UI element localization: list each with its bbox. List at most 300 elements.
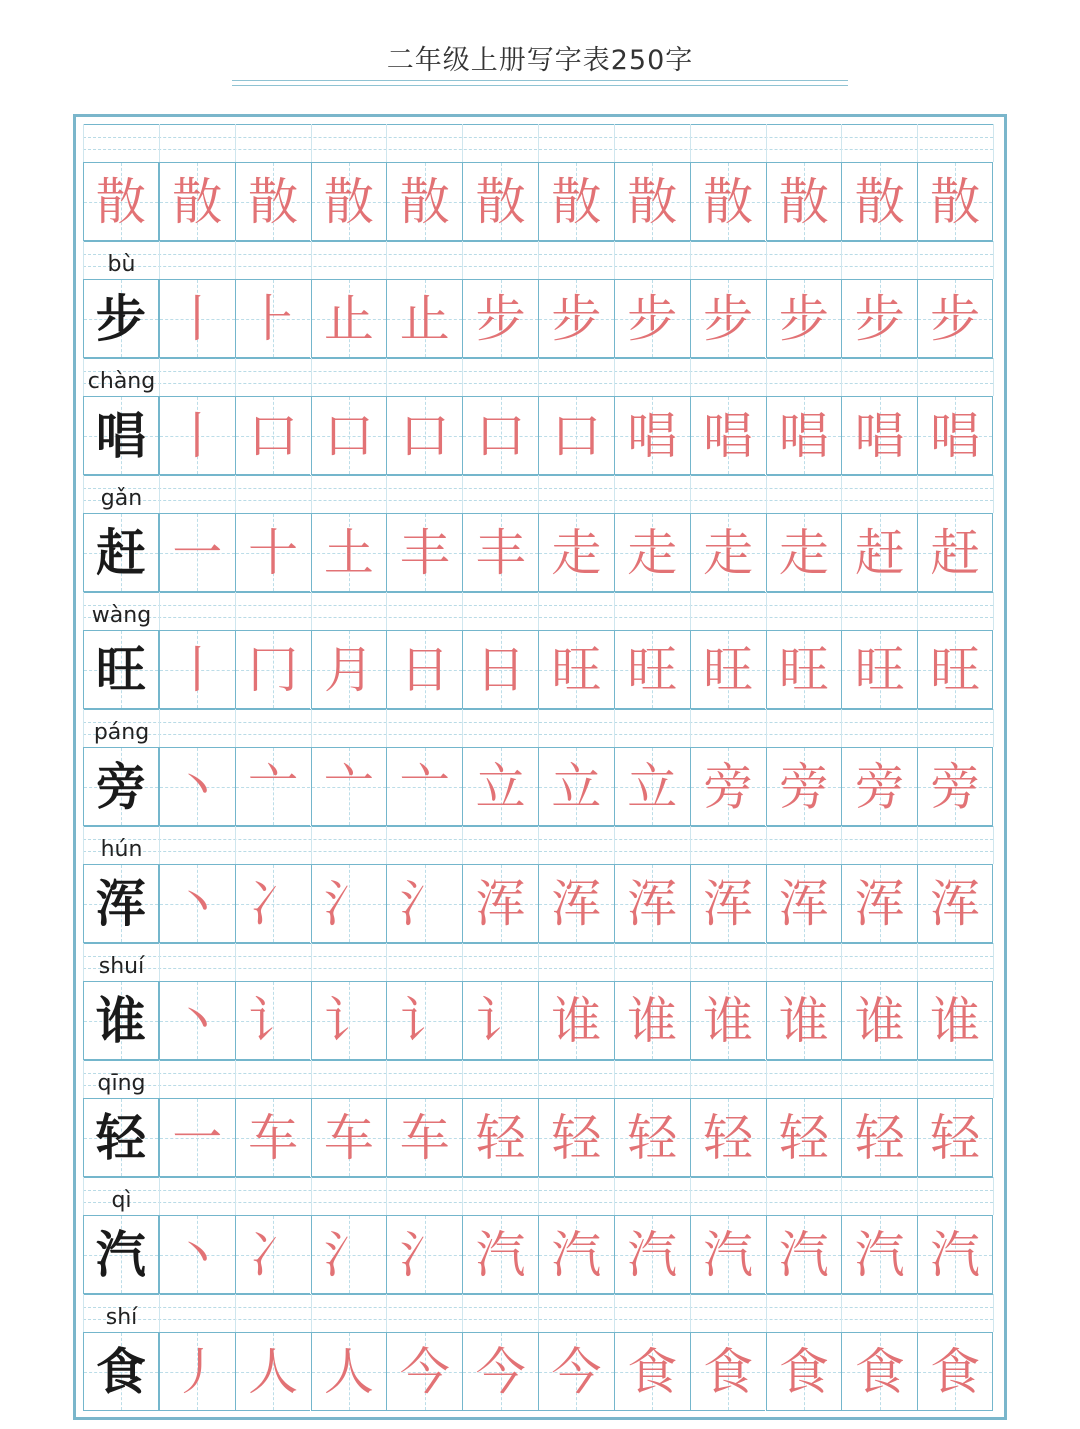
stroke-order-character: 月 [323, 640, 374, 699]
model-character-cell [83, 981, 159, 1060]
stroke-order-character: 旺 [930, 640, 981, 699]
pinyin-column-line [462, 826, 463, 864]
model-character-cell [83, 513, 159, 592]
stroke-order-character: 散 [627, 172, 678, 231]
pinyin-column-line [614, 592, 615, 630]
tracing-cell [614, 396, 690, 475]
pinyin-column-line [766, 124, 767, 162]
pinyin-column-line [538, 592, 539, 630]
tracing-cell [917, 1098, 993, 1177]
tracing-cell [538, 747, 614, 826]
pinyin-column-line [917, 1177, 918, 1215]
stroke-order-character: 浑 [627, 874, 678, 933]
stroke-order-character: 轻 [703, 1108, 754, 1167]
stroke-order-character: 旁 [930, 757, 981, 816]
tracing-cell [235, 1215, 311, 1294]
stroke-order-character: 口 [323, 406, 374, 465]
pinyin-column-line [462, 943, 463, 981]
tracing-cell [462, 1332, 538, 1411]
stroke-order-character: 赶 [854, 523, 905, 582]
stroke-order-character: 步 [778, 289, 829, 348]
stroke-order-character: 唱 [854, 406, 905, 465]
stroke-order-character: 步 [703, 289, 754, 348]
stroke-order-character: 旺 [551, 640, 602, 699]
tracing-cell [462, 864, 538, 943]
stroke-order-character: 丰 [399, 523, 450, 582]
tracing-cell [690, 864, 766, 943]
stroke-order-character: 食 [854, 1342, 905, 1401]
pinyin-column-line [993, 124, 994, 162]
stroke-order-character: 唱 [703, 406, 754, 465]
pinyin-column-line [235, 124, 236, 162]
stroke-order-character: 轻 [778, 1108, 829, 1167]
pinyin-column-line [538, 1177, 539, 1215]
pinyin-column-line [841, 475, 842, 513]
pinyin-column-line [917, 358, 918, 396]
stroke-order-character: 散 [323, 172, 374, 231]
tracing-cell [386, 1098, 462, 1177]
stroke-order-character: 丶 [172, 874, 223, 933]
stroke-order-character: 步 [475, 289, 526, 348]
pinyin-column-line [614, 943, 615, 981]
pinyin-column-line [690, 709, 691, 747]
tracing-cell [766, 396, 842, 475]
pinyin-column-line [462, 1177, 463, 1215]
pinyin-column-line [538, 475, 539, 513]
pinyin-column-line [841, 943, 842, 981]
model-character-cell [83, 747, 159, 826]
pinyin-column-line [841, 358, 842, 396]
tracing-cell [159, 1098, 235, 1177]
pinyin-column-line [386, 709, 387, 747]
stroke-order-character: 氵 [399, 874, 450, 933]
stroke-order-character: 食 [703, 1342, 754, 1401]
tracing-cell [690, 396, 766, 475]
stroke-order-character: 赶 [930, 523, 981, 582]
stroke-order-character: 汽 [854, 1225, 905, 1284]
tracing-cell [386, 162, 462, 241]
tracing-cell [690, 162, 766, 241]
pinyin-column-line [614, 358, 615, 396]
pinyin-column-line [538, 1294, 539, 1332]
pinyin-label: shí [105, 1305, 138, 1330]
tracing-cell [917, 396, 993, 475]
stroke-order-character: 旺 [778, 640, 829, 699]
tracing-cell [766, 279, 842, 358]
tracing-cell [538, 396, 614, 475]
stroke-order-character: 浑 [475, 874, 526, 933]
pinyin-column-line [993, 826, 994, 864]
model-character: 旁 [95, 756, 146, 816]
pinyin-column-line [386, 241, 387, 279]
pinyin-column-line [917, 826, 918, 864]
tracing-cell [159, 1332, 235, 1411]
tracing-cell [386, 396, 462, 475]
character-row [83, 1098, 993, 1177]
stroke-order-character: 旁 [703, 757, 754, 816]
stroke-order-character: 口 [248, 406, 299, 465]
tracing-cell [766, 162, 842, 241]
tracing-cell [462, 630, 538, 709]
tracing-cell [235, 396, 311, 475]
pinyin-column-line [841, 1060, 842, 1098]
tracing-cell [841, 396, 917, 475]
stroke-order-character: 轻 [475, 1108, 526, 1167]
tracing-cell [917, 747, 993, 826]
stroke-order-character: 丿 [172, 1342, 223, 1401]
stroke-order-character: 散 [475, 172, 526, 231]
pinyin-label: wàng [91, 603, 152, 628]
pinyin-column-line [235, 826, 236, 864]
pinyin-label: páng [93, 720, 150, 745]
pinyin-column-line [841, 241, 842, 279]
pinyin-column-line [538, 1060, 539, 1098]
pinyin-column-line [538, 709, 539, 747]
stroke-order-character: 旁 [854, 757, 905, 816]
stroke-order-character: 食 [930, 1342, 981, 1401]
tracing-cell [766, 1215, 842, 1294]
pinyin-column-line [766, 943, 767, 981]
tracing-cell [311, 1332, 387, 1411]
tracing-cell [917, 162, 993, 241]
stroke-order-character: 散 [172, 172, 223, 231]
tracing-cell [311, 864, 387, 943]
stroke-order-character: 丶 [172, 1225, 223, 1284]
tracing-cell [917, 864, 993, 943]
stroke-order-character: 散 [930, 172, 981, 231]
tracing-cell [690, 1215, 766, 1294]
pinyin-column-line [993, 475, 994, 513]
tracing-cell [917, 981, 993, 1060]
stroke-order-character: 走 [551, 523, 602, 582]
model-character: 轻 [95, 1107, 146, 1167]
tracing-cell [917, 513, 993, 592]
model-character-cell [83, 630, 159, 709]
tracing-cell [690, 279, 766, 358]
pinyin-column-line [235, 475, 236, 513]
pinyin-label: gǎn [100, 486, 143, 511]
tracing-cell [841, 1098, 917, 1177]
pinyin-column-line [386, 592, 387, 630]
pinyin-column-line [386, 124, 387, 162]
stroke-order-character: 丨 [172, 406, 223, 465]
model-character: 唱 [95, 405, 146, 465]
pinyin-column-line [235, 592, 236, 630]
tracing-cell [386, 747, 462, 826]
tracing-cell [841, 864, 917, 943]
stroke-order-character: 轻 [854, 1108, 905, 1167]
tracing-cell [462, 1098, 538, 1177]
tracing-cell [690, 513, 766, 592]
model-character-cell [83, 1215, 159, 1294]
stroke-order-character: 散 [854, 172, 905, 231]
stroke-order-character: 丶 [172, 757, 223, 816]
pinyin-column-line [614, 1177, 615, 1215]
tracing-cell [386, 279, 462, 358]
pinyin-column-line [311, 592, 312, 630]
pinyin-column-line [386, 358, 387, 396]
pinyin-column-line [917, 241, 918, 279]
stroke-order-character: 食 [778, 1342, 829, 1401]
tracing-cell [841, 981, 917, 1060]
pinyin-column-line [917, 1294, 918, 1332]
pinyin-column-line [993, 1177, 994, 1215]
tracing-cell [462, 747, 538, 826]
stroke-order-character: 氵 [323, 1225, 374, 1284]
stroke-order-character: 步 [627, 289, 678, 348]
stroke-order-character: 旺 [854, 640, 905, 699]
tracing-cell [462, 1215, 538, 1294]
pinyin-column-line [841, 709, 842, 747]
stroke-order-character: 走 [703, 523, 754, 582]
model-character: 赶 [95, 522, 146, 582]
tracing-cell [841, 279, 917, 358]
tracing-cell [841, 747, 917, 826]
model-character: 步 [95, 288, 146, 348]
tracing-cell [538, 1332, 614, 1411]
stroke-order-character: 车 [399, 1108, 450, 1167]
pinyin-column-line [766, 358, 767, 396]
tracing-cell [917, 279, 993, 358]
stroke-order-character: 立 [551, 757, 602, 816]
tracing-cell [841, 630, 917, 709]
pinyin-row [83, 1060, 993, 1098]
pinyin-column-line [235, 1060, 236, 1098]
stroke-order-character: 汽 [627, 1225, 678, 1284]
pinyin-column-line [993, 1294, 994, 1332]
tracing-cell [386, 981, 462, 1060]
title-underline-2 [232, 85, 848, 86]
stroke-order-character: 汽 [475, 1225, 526, 1284]
pinyin-row [83, 826, 993, 864]
stroke-order-character: 亠 [399, 757, 450, 816]
stroke-order-character: 一 [172, 1108, 223, 1167]
stroke-order-character: 唱 [778, 406, 829, 465]
pinyin-label: qì [111, 1188, 132, 1213]
pinyin-column-line [311, 241, 312, 279]
stroke-order-character: 散 [778, 172, 829, 231]
stroke-order-character: 今 [399, 1342, 450, 1401]
stroke-order-character: 旁 [778, 757, 829, 816]
model-character-cell [83, 162, 159, 241]
tracing-cell [614, 162, 690, 241]
pinyin-column-line [690, 358, 691, 396]
stroke-order-character: 车 [323, 1108, 374, 1167]
pinyin-column-line [311, 124, 312, 162]
tracing-cell [159, 747, 235, 826]
pinyin-column-line [993, 241, 994, 279]
tracing-cell [841, 513, 917, 592]
character-row [83, 747, 993, 826]
pinyin-column-line [917, 943, 918, 981]
pinyin-column-line [538, 124, 539, 162]
stroke-order-character: 谁 [930, 991, 981, 1050]
stroke-order-character: 步 [551, 289, 602, 348]
pinyin-label: qīng [97, 1071, 146, 1096]
stroke-order-character: 步 [854, 289, 905, 348]
stroke-order-character: 讠 [248, 991, 299, 1050]
pinyin-column-line [462, 709, 463, 747]
model-character-cell [83, 864, 159, 943]
pinyin-column-line [614, 124, 615, 162]
pinyin-column-line [766, 592, 767, 630]
tracing-cell [159, 981, 235, 1060]
pinyin-column-line [538, 943, 539, 981]
stroke-order-character: 走 [778, 523, 829, 582]
pinyin-column-line [690, 592, 691, 630]
pinyin-label: shuí [98, 954, 145, 979]
stroke-order-character: 轻 [930, 1108, 981, 1167]
pinyin-row [83, 943, 993, 981]
stroke-order-character: 轻 [627, 1108, 678, 1167]
pinyin-column-line [993, 709, 994, 747]
pinyin-column-line [235, 709, 236, 747]
tracing-cell [235, 1332, 311, 1411]
tracing-cell [841, 162, 917, 241]
tracing-cell [462, 513, 538, 592]
pinyin-column-line [614, 826, 615, 864]
pinyin-column-line [690, 1294, 691, 1332]
stroke-order-character: 亠 [248, 757, 299, 816]
tracing-cell [766, 1332, 842, 1411]
pinyin-column-line [766, 1294, 767, 1332]
pinyin-column-line [917, 592, 918, 630]
stroke-order-character: 走 [627, 523, 678, 582]
tracing-cell [614, 630, 690, 709]
tracing-cell [614, 981, 690, 1060]
character-row [83, 1332, 993, 1411]
stroke-order-character: 汽 [778, 1225, 829, 1284]
pinyin-column-line [235, 1177, 236, 1215]
tracing-cell [311, 981, 387, 1060]
tracing-cell [841, 1332, 917, 1411]
stroke-order-character: 散 [399, 172, 450, 231]
stroke-order-character: 汽 [551, 1225, 602, 1284]
pinyin-column-line [462, 358, 463, 396]
pinyin-label: bù [107, 252, 136, 277]
stroke-order-character: 浑 [854, 874, 905, 933]
stroke-order-character: 旺 [703, 640, 754, 699]
tracing-cell [159, 513, 235, 592]
stroke-order-character: 谁 [778, 991, 829, 1050]
tracing-cell [159, 1215, 235, 1294]
stroke-order-character: 土 [323, 523, 374, 582]
tracing-cell [311, 630, 387, 709]
pinyin-column-line [462, 1294, 463, 1332]
tracing-cell [235, 747, 311, 826]
pinyin-column-line [614, 241, 615, 279]
stroke-order-character: 食 [627, 1342, 678, 1401]
pinyin-column-line [766, 475, 767, 513]
tracing-cell [462, 396, 538, 475]
pinyin-column-line [841, 124, 842, 162]
pinyin-column-line [462, 124, 463, 162]
pinyin-column-line [538, 358, 539, 396]
model-character: 散 [95, 172, 146, 231]
model-character-cell [83, 396, 159, 475]
tracing-cell [235, 630, 311, 709]
pinyin-column-line [311, 358, 312, 396]
tracing-cell [614, 747, 690, 826]
tracing-cell [311, 513, 387, 592]
pinyin-column-line [841, 1294, 842, 1332]
tracing-cell [766, 513, 842, 592]
tracing-cell [235, 864, 311, 943]
pinyin-row [83, 1177, 993, 1215]
pinyin-column-line [917, 475, 918, 513]
stroke-order-character: 丶 [172, 991, 223, 1050]
stroke-order-character: 散 [551, 172, 602, 231]
pinyin-column-line [614, 1060, 615, 1098]
pinyin-column-line [993, 358, 994, 396]
stroke-order-character: 止 [399, 289, 450, 348]
stroke-order-character: 氵 [323, 874, 374, 933]
pinyin-column-line [917, 709, 918, 747]
tracing-cell [538, 1215, 614, 1294]
stroke-order-character: 散 [248, 172, 299, 231]
tracing-cell [538, 864, 614, 943]
tracing-cell [917, 1215, 993, 1294]
stroke-order-character: 步 [930, 289, 981, 348]
tracing-cell [462, 279, 538, 358]
tracing-cell [538, 981, 614, 1060]
tracing-cell [614, 864, 690, 943]
pinyin-row [83, 592, 993, 630]
pinyin-column-line [538, 826, 539, 864]
stroke-order-character: 浑 [551, 874, 602, 933]
tracing-cell [311, 747, 387, 826]
pinyin-column-line [386, 1294, 387, 1332]
pinyin-column-line [690, 1060, 691, 1098]
pinyin-label [83, 122, 160, 160]
tracing-cell [690, 981, 766, 1060]
page-title: 二年级上册写字表250字 [386, 45, 694, 76]
pinyin-column-line [690, 241, 691, 279]
stroke-order-character: 轻 [551, 1108, 602, 1167]
pinyin-column-line [993, 1060, 994, 1098]
character-row [83, 864, 993, 943]
tracing-cell [462, 981, 538, 1060]
stroke-order-character: 讠 [323, 991, 374, 1050]
stroke-order-character: 今 [475, 1342, 526, 1401]
model-character: 谁 [95, 990, 146, 1050]
tracing-cell [386, 513, 462, 592]
tracing-cell [766, 630, 842, 709]
pinyin-row [83, 1294, 993, 1332]
pinyin-column-line [386, 826, 387, 864]
stroke-order-character: 人 [248, 1342, 299, 1401]
tracing-cell [917, 1332, 993, 1411]
tracing-cell [841, 1215, 917, 1294]
pinyin-column-line [766, 241, 767, 279]
pinyin-column-line [766, 709, 767, 747]
pinyin-column-line [538, 241, 539, 279]
stroke-order-character: 浑 [703, 874, 754, 933]
tracing-cell [159, 396, 235, 475]
character-row [83, 981, 993, 1060]
tracing-cell [538, 279, 614, 358]
tracing-cell [690, 1332, 766, 1411]
tracing-cell [690, 1098, 766, 1177]
tracing-cell [462, 162, 538, 241]
tracing-cell [159, 162, 235, 241]
stroke-order-character: 冫 [248, 1225, 299, 1284]
stroke-order-character: 十 [248, 523, 299, 582]
stroke-order-character: 散 [703, 172, 754, 231]
pinyin-column-line [766, 1177, 767, 1215]
pinyin-column-line [235, 1294, 236, 1332]
tracing-cell [386, 864, 462, 943]
